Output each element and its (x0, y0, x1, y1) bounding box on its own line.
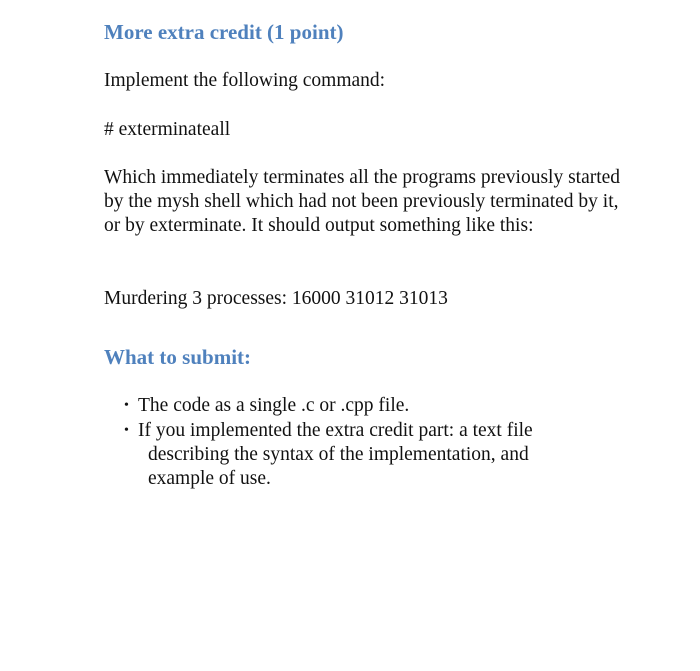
list-item-text: • If you implemented the extra credit part: a text file (138, 420, 533, 441)
heading-what-to-submit: What to submit: (104, 345, 252, 369)
intro-text: Implement the following command: (104, 70, 386, 91)
list-item (126, 394, 576, 418)
submit-list (126, 394, 576, 492)
heading-more-extra-credit: More extra credit (1 point) (104, 20, 344, 44)
list-item-text-continued: describing the syntax of the implementation, and (148, 444, 529, 465)
list-item-text: • The code as a single .c or .cpp file. (138, 395, 410, 416)
list-item-text-continued: example of use. (148, 468, 271, 489)
sample-output-text: Murdering 3 processes: 16000 31012 31013 (104, 288, 448, 309)
description-text: Which immediately terminates all the programs previously started by the mysh shell which had not been previously terminated by it, or by exterminate. It should output something like this: (104, 167, 621, 236)
list-item (126, 419, 576, 491)
command-text: # exterminateall (104, 119, 231, 140)
